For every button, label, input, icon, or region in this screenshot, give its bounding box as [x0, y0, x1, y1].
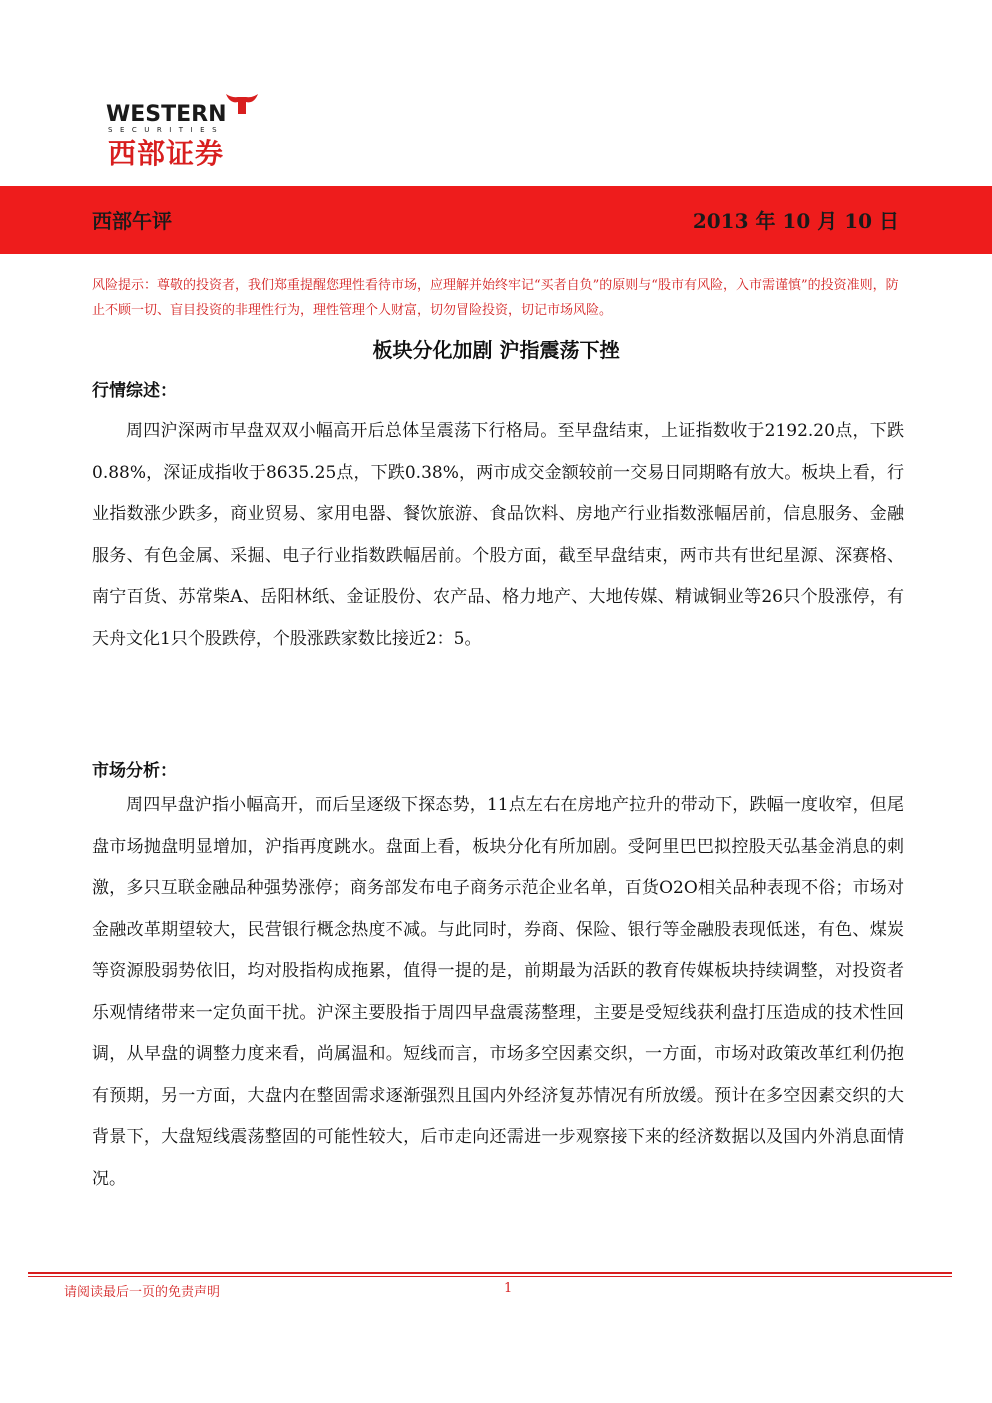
bull-horns-icon [224, 88, 260, 118]
footer-disclaimer-link: 请阅读最后一页的免责声明 [64, 1285, 221, 1300]
page-number: 1 [504, 1281, 513, 1296]
report-date: 2013 年 10 月 10 日 [692, 209, 899, 233]
company-logo [106, 88, 282, 168]
logo-text-securities: SECURITIES [108, 126, 225, 134]
section-heading-overview: 行情综述： [92, 381, 177, 401]
logo-text-cn: 西部证券 [108, 137, 225, 170]
report-banner [0, 186, 992, 254]
section-body-analysis: 周四早盘沪指小幅高开，而后呈逐级下探态势，11点左右在房地产拉升的带动下，跌幅一度收窄，但尾盘市场抛盘明显增加，沪指再度跳水。盘面上看，板块分化有所加剧。受阿里巴巴拟控股天弘基金消息的刺激，多只互联金融品种强势涨停；商务部发布电子商务示范企业名单，百货O2O相关品种表现不俗；市场对金融改革期望较大，民营银行概念热度不减。与此同时，券商、保险、银行等金融股表现低迷，有色、煤炭等资源股弱势依旧，均对股指构成拖累，值得一提的是，前期最为活跃的教育传媒板块持续调整，对投资者乐观情绪带来一定负面干扰。沪深主要股指于周四早盘震荡整理，主要是受短线获利盘打压造成的技术性回调，从早盘的调整力度来看，尚属温和。短线而言，市场多空因素交织，一方面，市场对政策改革红利仍抱有预期，另一方面，大盘内在整固需求逐渐强烈且国内外经济复苏情况有所放缓。预计在多空因素交织的大背景下，大盘短线震荡整固的可能性较大，后市走向还需进一步观察接下来的经济数据以及国内外消息面情况。 [92, 795, 904, 1189]
footer-divider [28, 1272, 952, 1274]
report-title: 板块分化加剧 沪指震荡下挫 [372, 338, 620, 362]
footer-divider-thin [28, 1276, 952, 1277]
section-heading-analysis: 市场分析： [92, 761, 177, 781]
risk-notice: 风险提示：尊敬的投资者，我们郑重提醒您理性看待市场，应理解并始终牢记“买者自负”的原则与“股市有风险，入市需谨慎”的投资准则，防止不顾一切、盲目投资的非理性行为，理性管理个人财富，切勿冒险投资，切记市场风险。 [92, 278, 899, 318]
logo-text-en: WESTERN [106, 102, 227, 127]
section-body-overview: 周四沪深两市早盘双双小幅高开后总体呈震荡下行格局。至早盘结束，上证指数收于2192.20点，下跌0.88%，深证成指收于8635.25点，下跌0.38%，两市成交金额较前一交易日同期略有放大。板块上看，行业指数涨少跌多，商业贸易、家用电器、餐饮旅游、食品饮料、房地产行业指数涨幅居前，信息服务、金融服务、有色金属、采掘、电子行业指数跌幅居前。个股方面，截至早盘结束，两市共有世纪星源、深赛格、南宁百货、苏常柴A、岳阳林纸、金证股份、农产品、格力地产、大地传媒、精诚铜业等26只个股涨停，有天舟文化1只个股跌停，个股涨跌家数比接近2：5。 [92, 421, 904, 649]
report-type: 西部午评 [92, 209, 172, 233]
